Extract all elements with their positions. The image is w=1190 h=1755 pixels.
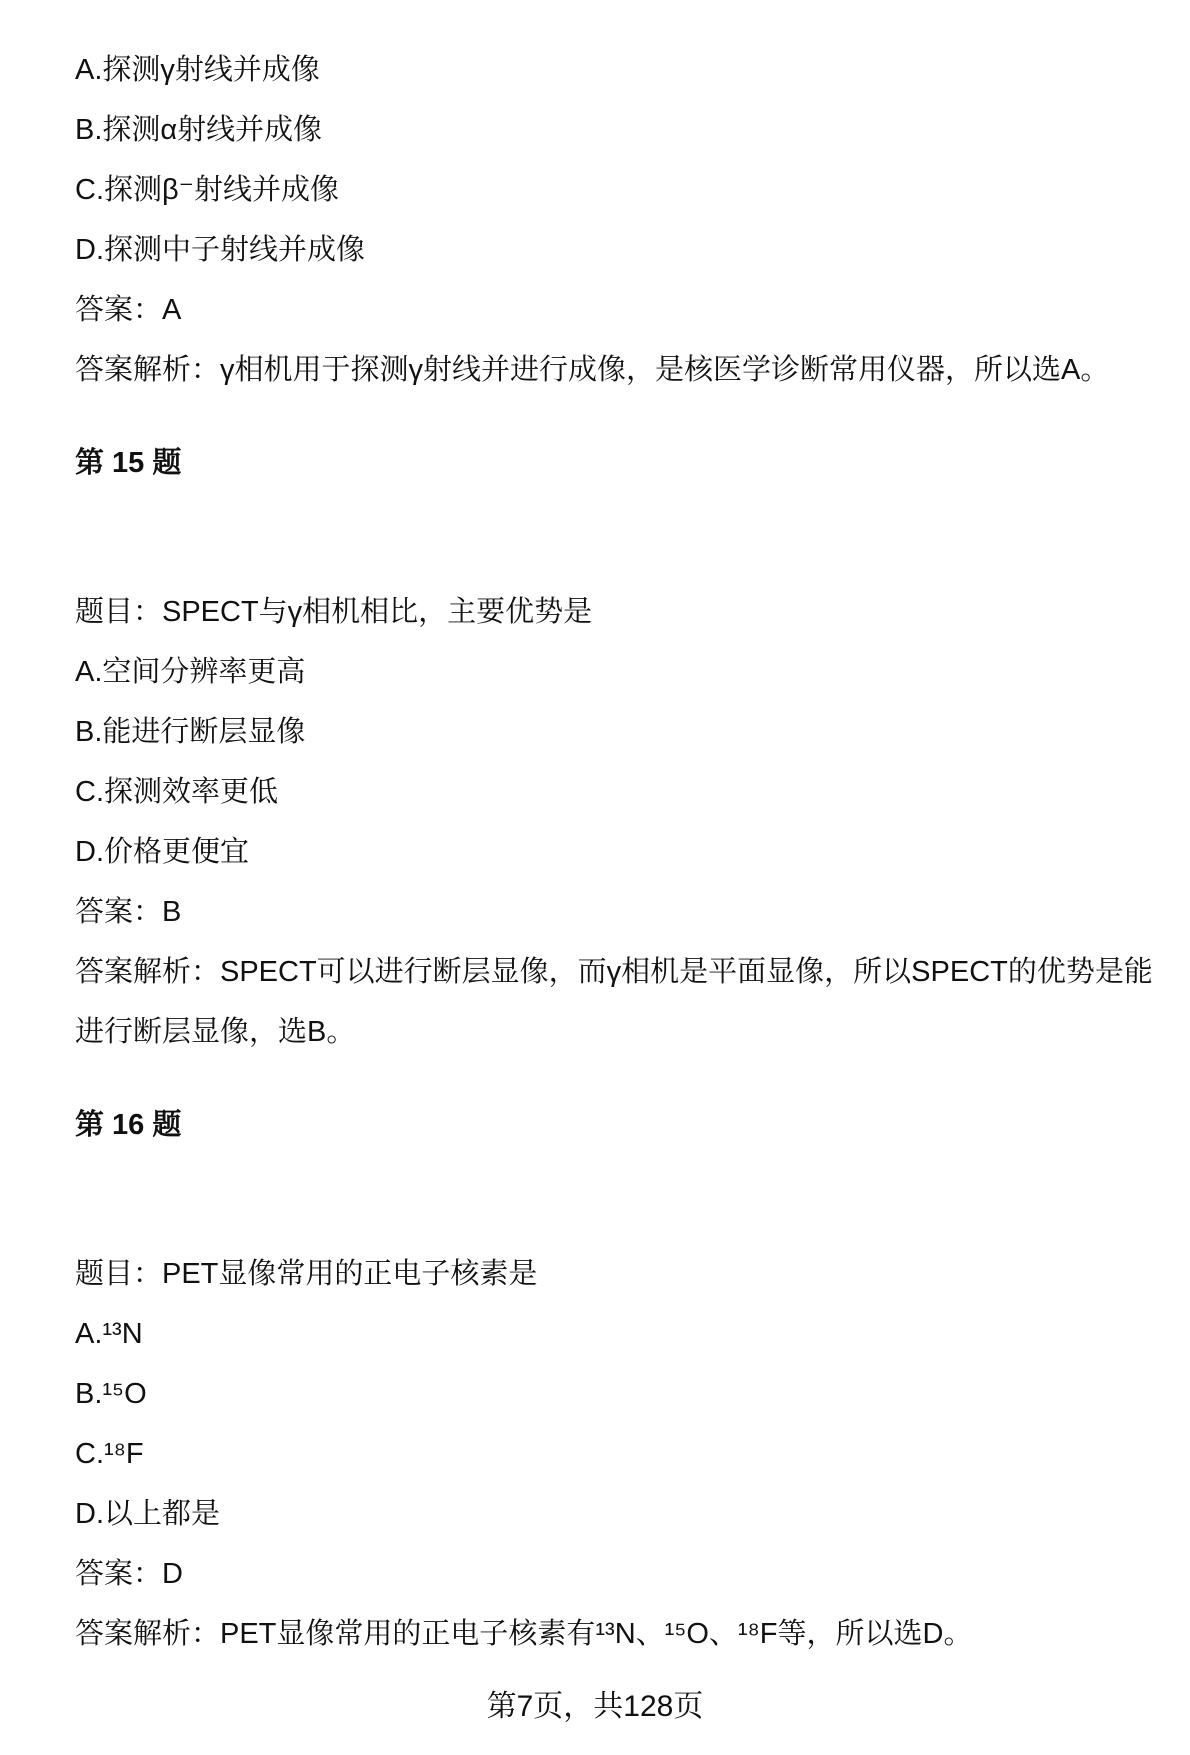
q15-option-a: A.空间分辨率更高: [75, 656, 306, 688]
q16-option-b: B.¹⁵O: [75, 1378, 147, 1410]
q15-answer: 答案：B: [75, 896, 182, 928]
q15-option-b: B.能进行断层显像: [75, 716, 306, 748]
q15-option-c: C.探测效率更低: [75, 776, 279, 808]
q16-option-d: D.以上都是: [75, 1498, 221, 1530]
q14-answer: 答案：A: [75, 294, 182, 326]
q16-answer: 答案：D: [75, 1558, 183, 1590]
q14-option-d: D.探测中子射线并成像: [75, 234, 366, 266]
q14-option-a: A.探测γ射线并成像: [75, 54, 320, 86]
q15-option-d: D.价格更便宜: [75, 836, 250, 868]
q15-question: 题目：SPECT与γ相机相比，主要优势是: [75, 596, 593, 628]
q16-analysis: 答案解析：PET显像常用的正电子核素有¹³N、¹⁵O、¹⁸F等，所以选D。: [75, 1618, 973, 1650]
q16-option-a: A.¹³N: [75, 1318, 143, 1350]
q16-question: 题目：PET显像常用的正电子核素是: [75, 1258, 538, 1290]
q14-option-b: B.探测α射线并成像: [75, 114, 323, 146]
q16-option-c: C.¹⁸F: [75, 1438, 144, 1470]
q15-heading: 第 15 题: [75, 447, 182, 479]
q16-heading: 第 16 题: [75, 1109, 182, 1141]
q14-analysis: 答案解析：γ相机用于探测γ射线并进行成像，是核医学诊断常用仪器，所以选A。: [75, 354, 1110, 386]
q15-analysis: 答案解析：SPECT可以进行断层显像，而γ相机是平面显像，所以SPECT的优势是能进行断层显像，选B。: [75, 956, 1153, 1048]
page-number: 第7页，共128页: [486, 1690, 704, 1723]
q14-option-c: C.探测β⁻射线并成像: [75, 174, 339, 206]
